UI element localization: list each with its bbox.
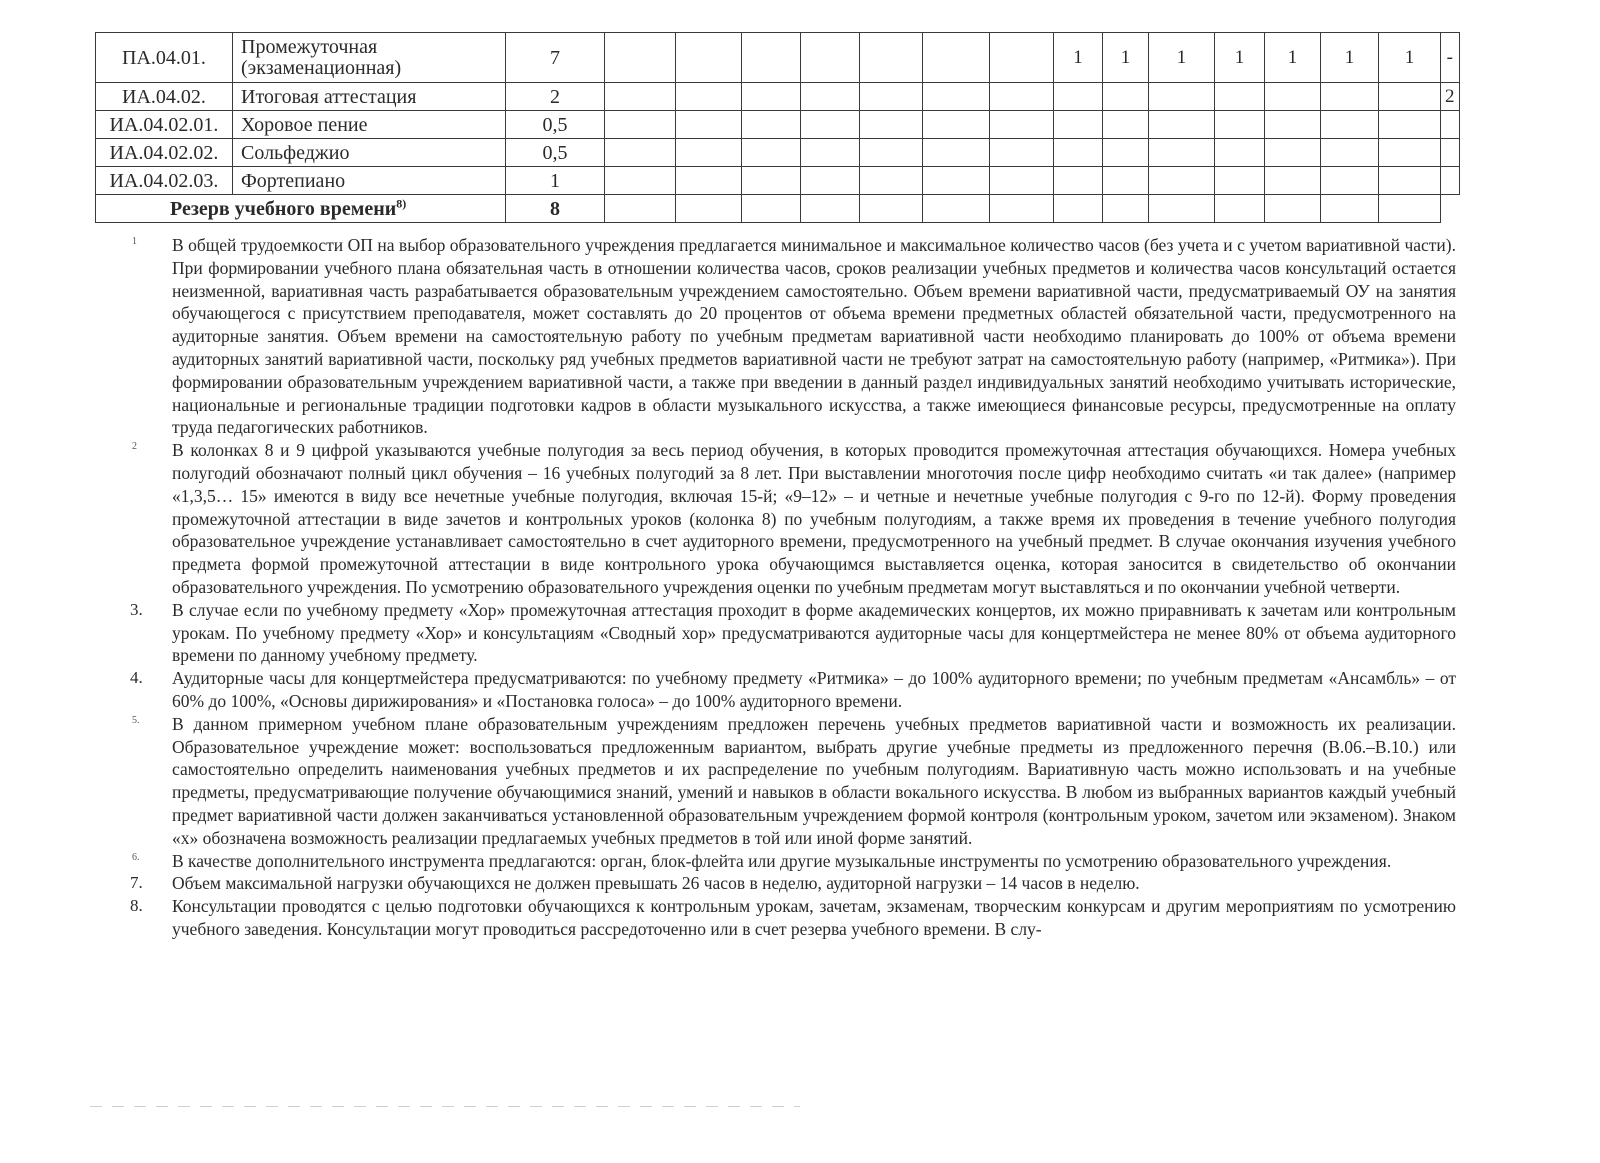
semester-cell [860, 139, 923, 167]
semester-cell [801, 139, 860, 167]
semester-cell: 2 [1441, 83, 1460, 111]
semester-cell [860, 33, 923, 83]
semester-cell [1321, 83, 1379, 111]
semester-cell [860, 111, 923, 139]
footnote-item [120, 850, 1456, 873]
row-name: Фортепиано [233, 167, 506, 195]
footnote-text: Консультации проводятся с целью подготовки обучающихся к контрольным урокам, зачетам, экзаменам, творческим конкурсам и другим мероприятиям по усмотрению учебного заведения. Консультации могут проводиться рассредоточенно или в счет резерва учебного времени. В слу- [172, 896, 1456, 939]
semester-cell [1441, 139, 1460, 167]
semester-cell [1149, 111, 1215, 139]
semester-cell: 1 [1321, 33, 1379, 83]
footnote-item [120, 599, 1456, 667]
semester-cell [742, 167, 801, 195]
semester-cell [676, 167, 742, 195]
semester-cell [1149, 83, 1215, 111]
semester-cell [676, 111, 742, 139]
footnote-marker: 1 [132, 236, 137, 247]
semester-cell [1441, 167, 1460, 195]
semester-cell [605, 167, 676, 195]
semester-cell [742, 111, 801, 139]
semester-cell [923, 83, 990, 111]
semester-cell [1321, 167, 1379, 195]
footnote-text: Аудиторные часы для концертмейстера предусматриваются: по учебному предмету «Ритмика» – до 100% аудиторного времени; по учебным предметам «Ансамбль» – от 60% до 100%, «Основы дирижирования» и «Постановка голоса» – до 100% аудиторного времени. [172, 668, 1456, 711]
footnote-item [120, 667, 1456, 713]
semester-cell [1379, 139, 1441, 167]
footnote-text: В случае если по учебному предмету «Хор» промежуточная аттестация проходит в форме академических концертов, их можно приравнивать к зачетам или контрольным урокам. По учебному предмету «Хор» и консультациям «Сводный хор» предусматриваются аудиторные часы для концертмейстера не менее 80% от объема аудиторного времени по данному учебному предмету. [172, 599, 1456, 666]
semester-cell [605, 83, 676, 111]
row-code: ИА.04.02.02. [96, 139, 233, 167]
footnote-text: В данном примерном учебном плане образовательным учреждениям предложен перечень учебных предметов вариативной части и возможность их реализации. Образовательное учреждение может: воспользоваться предложенным вариантом, выбрать другие учебные предметы из предложенного перечня (В.06.–В.10.) или самостоятельно определить наименования учебных предметов и их распределение по учебным полугодиям. Вариативную часть можно использовать и на учебные предметы, предусматривающие получение обучающимися знаний, умений и навыков в области вокального искусства. В любом из выбранных вариантов каждый учебный предмет вариативной части должен заканчиваться установленной образовательным учреждением формой контроля (контрольным уроком, зачетом или экзаменом). Знаком «х» обозначена возможность реализации предлагаемых учебных предметов в той или иной форме занятий. [172, 713, 1456, 848]
semester-cell [860, 83, 923, 111]
semester-cell [990, 33, 1054, 83]
semester-cell [1265, 111, 1321, 139]
semester-cell [1103, 139, 1149, 167]
footnote-marker: 3. [130, 599, 143, 619]
semester-cell [923, 33, 990, 83]
footnote-marker: 7. [130, 873, 143, 893]
footnote-text: В колонках 8 и 9 цифрой указываются учебные полугодия за весь период обучения, в которых проводится промежуточная аттестация обучающихся. Номера учебных полугодий обозначают полный цикл обучения – 16 учебных полугодий за 8 лет. При выставлении многоточия после цифр необходимо считать «и так далее» (например «1,3,5… 15» имеются в виду все нечетные учебные полугодия, включая 15-й; «9–12» – и четные и нечетные учебные полугодия с 9-го по 12-й). Форму проведения промежуточной аттестации в виде зачетов и контрольных уроков (колонка 8) по учебным полугодиям, а также время их проведения в течение учебного полугодия образовательное учреждение устанавливает самостоятельно в счет аудиторного времени, предусмотренного на учебный предмет. В случае окончания изучения учебного предмета формой промежуточной аттестации в виде контрольного урока обучающимся выставляется оценка, которая заносится в свидетельство об окончании образовательного учреждения. По усмотрению образовательного учреждения оценки по учебным предметам могут выставляться и по окончании учебной четверти. [172, 440, 1456, 597]
footnote-marker: 2 [132, 441, 137, 453]
semester-cell [1379, 83, 1441, 111]
footnote-item [120, 713, 1456, 850]
semester-cell [1441, 111, 1460, 139]
footnote-item [120, 895, 1456, 941]
semester-cell [605, 33, 676, 83]
semester-cell [1215, 167, 1265, 195]
footnote-marker: 6. [132, 851, 140, 863]
semester-cell [1379, 111, 1441, 139]
semester-cell [1321, 111, 1379, 139]
scan-artifact-line [90, 1106, 800, 1107]
semester-cell [990, 139, 1054, 167]
table-row [96, 167, 1460, 195]
semester-cell [676, 33, 742, 83]
semester-cell: 1 [1379, 33, 1441, 83]
semester-cell [1103, 167, 1149, 195]
semester-cell [1054, 139, 1103, 167]
semester-cell [1379, 167, 1441, 195]
reserve-value: 8 [506, 195, 605, 223]
semester-cell [676, 139, 742, 167]
footnote-item [120, 234, 1456, 439]
row-code: ИА.04.02.01. [96, 111, 233, 139]
semester-cell [1103, 111, 1149, 139]
semester-cell [742, 83, 801, 111]
semester-cell: 1 [1149, 33, 1215, 83]
semester-cell [1321, 139, 1379, 167]
semester-cell [860, 167, 923, 195]
semester-cell [923, 139, 990, 167]
footnote-marker: 5. [132, 714, 140, 726]
semester-cell [801, 33, 860, 83]
semester-cell [1265, 83, 1321, 111]
semester-cell: 1 [1265, 33, 1321, 83]
row-code: ИА.04.02.03. [96, 167, 233, 195]
semester-cell: 1 [1103, 33, 1149, 83]
semester-cell [923, 167, 990, 195]
row-hours: 2 [506, 83, 605, 111]
semester-cell [1215, 111, 1265, 139]
table-row [96, 139, 1460, 167]
semester-cell [605, 139, 676, 167]
semester-cell [605, 111, 676, 139]
reserve-footnote-ref: 8) [396, 195, 407, 210]
footnote-item [120, 872, 1456, 895]
reserve-row [96, 195, 1460, 223]
row-hours: 0,5 [506, 139, 605, 167]
semester-cell [923, 111, 990, 139]
semester-cell [676, 83, 742, 111]
row-name: Хоровое пение [233, 111, 506, 139]
semester-cell [990, 167, 1054, 195]
semester-cell [801, 83, 860, 111]
semester-cell [1149, 139, 1215, 167]
semester-cell [742, 33, 801, 83]
footnotes [120, 234, 1456, 941]
semester-cell [801, 167, 860, 195]
reserve-label-cell [96, 195, 506, 223]
semester-cell [1215, 83, 1265, 111]
semester-cell [1149, 167, 1215, 195]
row-name: Сольфеджио [233, 139, 506, 167]
row-hours: 1 [506, 167, 605, 195]
semester-cell: 1 [1215, 33, 1265, 83]
row-name: Промежуточная (экзаменационная) [233, 33, 506, 83]
semester-cell [990, 83, 1054, 111]
semester-cell [801, 111, 860, 139]
footnote-text: В общей трудоемкости ОП на выбор образовательного учреждения предлагается минимальное и максимальное количество часов (без учета и с учетом вариативной части). При формировании учебного плана обязательная часть в отношении количества часов, сроков реализации учебных предметов и количества часов консультаций остается неизменной, вариативная часть разрабатывается образовательным учреждением самостоятельно. Объем времени вариативной части, предусматриваемый ОУ на занятия обучающегося с присутствием преподавателя, может составлять до 20 процентов от объема времени предметных областей обязательной части, предусмотренного на аудиторные занятия. Объем времени на самостоятельную работу по учебным предметам вариативной части необходимо планировать до 100% от объема времени аудиторных занятий вариативной части, поскольку ряд учебных предметов вариативной части не требуют затрат на самостоятельную работу (например, «Ритмика»). При формировании образовательным учреждением вариативной части, а также при введении в данный раздел индивидуальных занятий необходимо учитывать исторические, национальные и региональные традиции подготовки кадров в области музыкального искусства, а также имеющиеся финансовые ресурсы, предусмотренные на оплату труда педагогических работников. [172, 235, 1456, 438]
row-hours: 0,5 [506, 111, 605, 139]
row-name: Итоговая аттестация [233, 83, 506, 111]
footnote-marker: 4. [130, 668, 143, 688]
semester-cell [742, 139, 801, 167]
semester-cell [1265, 167, 1321, 195]
semester-cell [1103, 83, 1149, 111]
table-row [96, 111, 1460, 139]
semester-cell [1265, 139, 1321, 167]
footnote-marker: 8. [130, 896, 143, 916]
semester-cell [990, 111, 1054, 139]
semester-cell [1215, 139, 1265, 167]
reserve-label: Резерв учебного времени [170, 197, 397, 220]
semester-cell [1054, 167, 1103, 195]
table-row [96, 83, 1460, 111]
semester-cell [1054, 111, 1103, 139]
footnote-text: Объем максимальной нагрузки обучающихся не должен превышать 26 часов в неделю, аудиторной нагрузки – 14 часов в неделю. [172, 873, 1140, 894]
row-code: ИА.04.02. [96, 83, 233, 111]
row-hours: 7 [506, 33, 605, 83]
footnote-text: В качестве дополнительного инструмента предлагаются: орган, блок-флейта или другие музыкальные инструменты по усмотрению образовательного учреждения. [172, 850, 1392, 871]
semester-cell: 1 [1054, 33, 1103, 83]
semester-cell: - [1441, 33, 1460, 83]
curriculum-table [95, 32, 1460, 223]
semester-cell [1054, 83, 1103, 111]
footnote-item [120, 439, 1456, 599]
row-code: ПА.04.01. [96, 33, 233, 83]
table-row [96, 33, 1460, 83]
